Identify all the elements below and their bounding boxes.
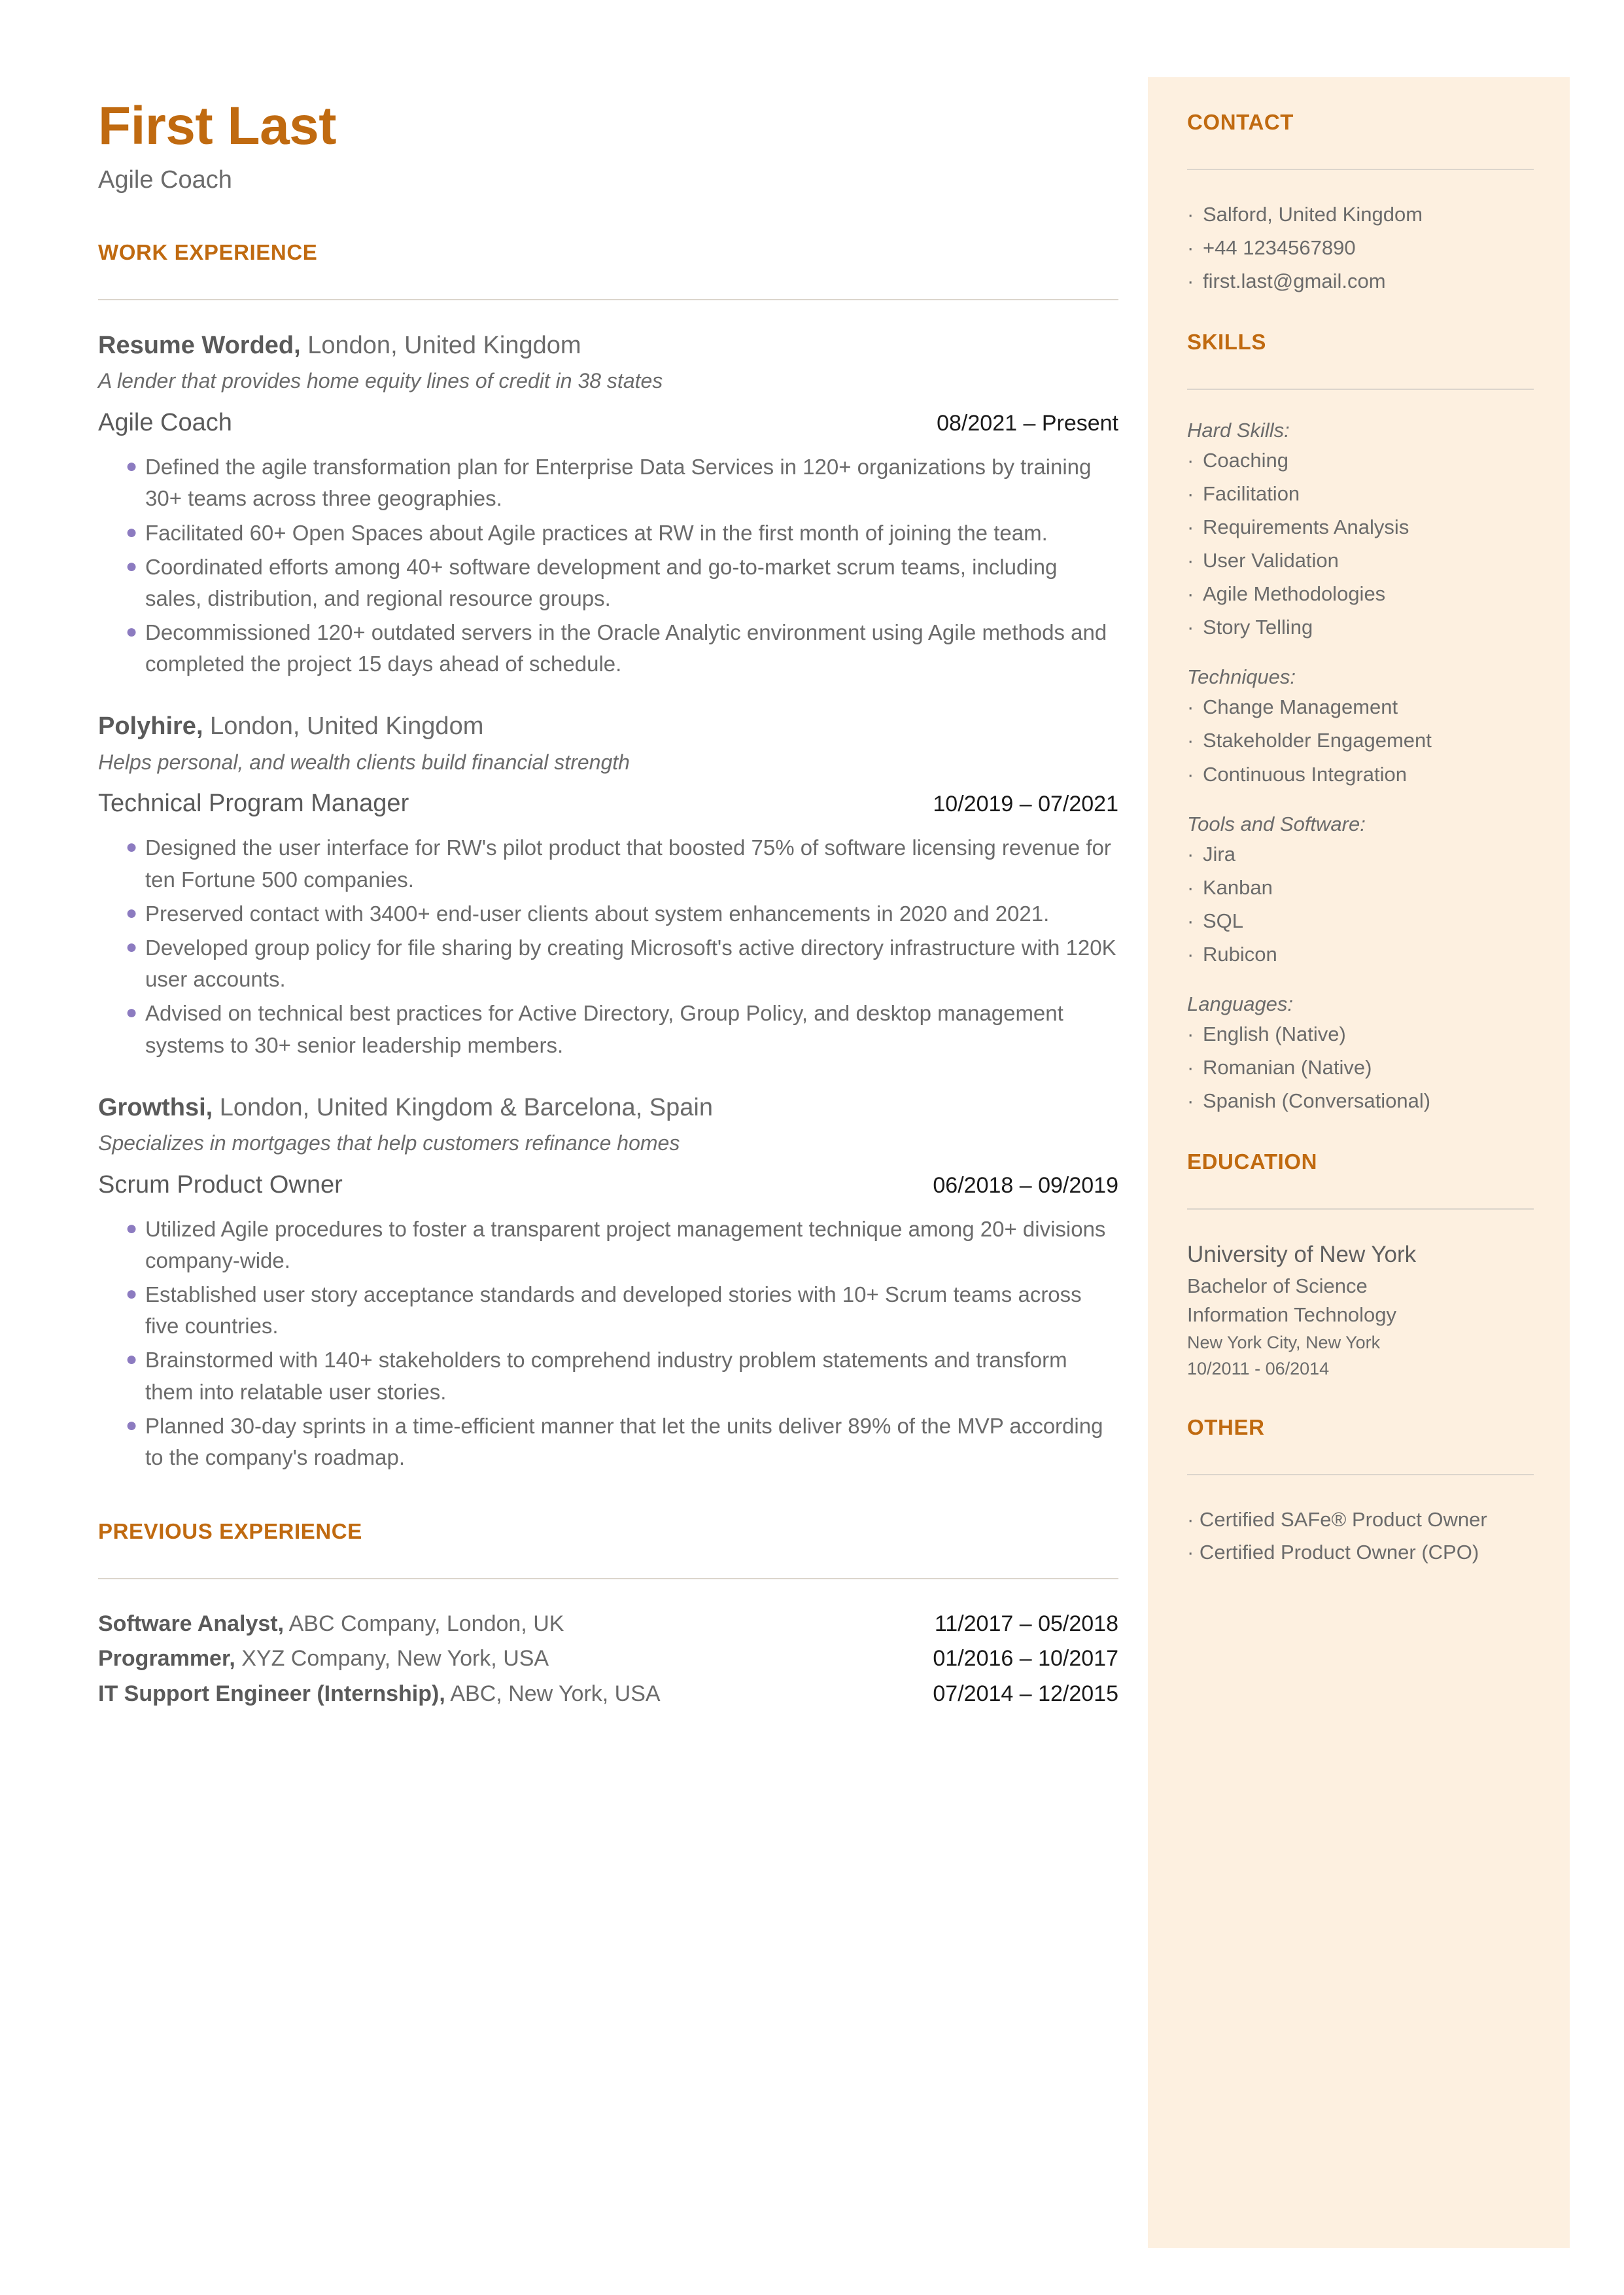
main-column: [98, 98, 1118, 1713]
job-title-row: [98, 409, 1118, 437]
skill-label: SQL: [1203, 909, 1244, 932]
list-item: [98, 1410, 1118, 1473]
bullet-dot-icon: ·: [1187, 942, 1194, 966]
bullet-dot-icon: ●: [126, 555, 138, 577]
bullet-text: Planned 30-day sprints in a time-efficient manner that let the units deliver 89% of the MVP according to the company's roadmap.: [145, 1413, 1103, 1469]
bullet-text: Advised on technical best practices for Active Directory, Group Policy, and desktop management systems to 30+ senior leadership members.: [145, 1001, 1063, 1057]
job-title: Scrum Product Owner: [98, 1170, 343, 1199]
sidebar-heading-skills: SKILLS: [1187, 330, 1266, 355]
skills-group-label: Techniques:: [1187, 665, 1296, 689]
sidebar-heading-education: EDUCATION: [1187, 1149, 1318, 1174]
bullet-dot-icon: ●: [126, 521, 138, 543]
skill-label: Rubicon: [1203, 942, 1277, 966]
bullet-dot-icon: ·: [1187, 616, 1194, 639]
bullet-dot-icon: ●: [126, 902, 138, 924]
previous-role-detail: ABC, New York, USA: [445, 1681, 661, 1706]
education-location: New York City, New York: [1187, 1332, 1381, 1352]
work-experience-entry: [98, 1091, 1118, 1473]
bullet-dot-icon: ·: [1187, 842, 1194, 866]
job-title-row: [98, 1171, 1118, 1199]
list-item: [98, 451, 1118, 514]
sidebar-divider: [1187, 169, 1534, 170]
bullet-dot-icon: ●: [126, 455, 138, 478]
sidebar-divider: [1187, 1474, 1534, 1475]
sidebar-section-contact: [1187, 110, 1534, 297]
bullet-dot-icon: ·: [1187, 909, 1194, 932]
skills-group-label: Hard Skills:: [1187, 419, 1290, 442]
skill-item: [1187, 725, 1534, 756]
bullet-dot-icon: ●: [126, 1414, 138, 1436]
other-list: [1187, 1504, 1534, 1568]
sidebar-heading-contact: CONTACT: [1187, 110, 1294, 134]
job-bullet-list: [98, 1214, 1118, 1473]
job-company: [98, 329, 1118, 362]
sidebar-section-skills: [1187, 330, 1534, 1117]
sidebar: [1148, 77, 1570, 2248]
contact-item: [1187, 232, 1534, 264]
skill-item: [1187, 1052, 1534, 1083]
bullet-dot-icon: ●: [126, 936, 138, 958]
section-heading-work-experience: WORK EXPERIENCE: [98, 240, 318, 265]
list-item: [98, 898, 1118, 930]
list-item: [98, 932, 1118, 995]
bullet-text: Developed group policy for file sharing by creating Microsoft's active directory infrastructure with 120K user accounts.: [145, 936, 1116, 992]
job-title: Technical Program Manager: [98, 790, 409, 818]
skill-label: Romanian (Native): [1203, 1055, 1372, 1079]
previous-role-title: IT Support Engineer (Internship),: [98, 1681, 445, 1706]
page-title: First Last: [98, 96, 337, 156]
sidebar-divider: [1187, 1208, 1534, 1210]
skills-list: [1187, 419, 1534, 1117]
bullet-text: Utilized Agile procedures to foster a transparent project management technique among 20+ divisions company-wide.: [145, 1216, 1106, 1272]
company-location: London, United Kingdom: [300, 332, 581, 360]
bullet-dot-icon: ·: [1187, 695, 1194, 719]
company-location: London, United Kingdom & Barcelona, Spain: [213, 1093, 713, 1121]
list-item: [98, 1344, 1118, 1407]
skill-item: [1187, 905, 1534, 937]
skill-item: [1187, 445, 1534, 476]
bullet-dot-icon: ·: [1187, 1022, 1194, 1045]
job-dates: 10/2019 – 07/2021: [933, 792, 1118, 817]
skills-group-label: Languages:: [1187, 992, 1294, 1015]
bullet-dot-icon: ·: [1187, 1055, 1194, 1079]
work-experience-entry: [98, 710, 1118, 1060]
bullet-dot-icon: ·: [1187, 236, 1194, 260]
table-row: [98, 1643, 1118, 1675]
list-item: [98, 1214, 1118, 1276]
company-location: London, United Kingdom: [203, 712, 484, 741]
bullet-dot-icon: ●: [126, 1217, 138, 1239]
bullet-text: Established user story acceptance standards and developed stories with 10+ Scrum teams across five countries.: [145, 1282, 1082, 1339]
skill-item: [1187, 478, 1534, 510]
bullet-text: Defined the agile transformation plan for Enterprise Data Services in 120+ organizations by training 30+ teams across three geographies.: [145, 455, 1092, 511]
previous-role-title: Programmer,: [98, 1646, 235, 1672]
skill-label: Continuous Integration: [1203, 762, 1407, 786]
bullet-text: Decommissioned 120+ outdated servers in the Oracle Analytic environment using Agile methods and completed the project 15 days ahead of schedule.: [145, 620, 1107, 676]
skill-item: [1187, 612, 1534, 643]
skill-label: Kanban: [1203, 875, 1273, 899]
bullet-dot-icon: ·: [1187, 729, 1194, 752]
other-item: · Certified SAFe® Product Owner: [1187, 1507, 1487, 1531]
job-bullet-list: [98, 832, 1118, 1060]
bullet-dot-icon: ·: [1187, 449, 1194, 472]
contact-value: Salford, United Kingdom: [1203, 203, 1423, 226]
list-item: [98, 517, 1118, 549]
skill-item: [1187, 939, 1534, 970]
skills-group-label: Tools and Software:: [1187, 812, 1366, 835]
skill-label: Coaching: [1203, 449, 1288, 472]
skill-item: [1187, 692, 1534, 723]
job-title: Agile Coach: [98, 409, 232, 437]
previous-role-cell: [98, 1643, 549, 1675]
list-item: [98, 998, 1118, 1060]
previous-role-detail: XYZ Company, New York, USA: [235, 1646, 549, 1672]
job-title-row: [98, 790, 1118, 818]
skill-item: [1187, 839, 1534, 870]
skill-label: User Validation: [1203, 549, 1339, 572]
contact-item: [1187, 199, 1534, 230]
section-divider: [98, 1578, 1118, 1579]
education-school: University of New York: [1187, 1241, 1417, 1267]
sidebar-divider: [1187, 389, 1534, 390]
header-subtitle: Agile Coach: [98, 166, 232, 194]
work-experience-list: [98, 329, 1118, 1473]
bullet-dot-icon: ·: [1187, 875, 1194, 899]
job-dates: 08/2021 – Present: [937, 411, 1118, 436]
previous-role-detail: ABC Company, London, UK: [284, 1611, 564, 1637]
skill-item: [1187, 512, 1534, 543]
skill-label: English (Native): [1203, 1022, 1346, 1045]
skill-label: Agile Methodologies: [1203, 582, 1386, 606]
skill-item: [1187, 578, 1534, 610]
job-company: [98, 710, 1118, 743]
skill-item: [1187, 1019, 1534, 1050]
sidebar-heading-other: OTHER: [1187, 1414, 1265, 1439]
bullet-dot-icon: ·: [1187, 516, 1194, 539]
company-description: Specializes in mortgages that help customers refinance homes: [98, 1130, 680, 1155]
previous-role-cell: [98, 1678, 661, 1710]
work-experience-entry: [98, 329, 1118, 680]
skill-label: Jira: [1203, 842, 1235, 866]
table-row: [98, 1678, 1118, 1710]
bullet-text: Brainstormed with 140+ stakeholders to comprehend industry problem statements and transform them into relatable user stories.: [145, 1348, 1067, 1404]
bullet-dot-icon: ●: [126, 1348, 138, 1371]
bullet-dot-icon: ●: [126, 621, 138, 643]
skill-label: Facilitation: [1203, 482, 1300, 506]
bullet-dot-icon: ·: [1187, 549, 1194, 572]
previous-role-dates: 11/2017 – 05/2018: [934, 1611, 1118, 1637]
list-item: [98, 552, 1118, 614]
bullet-dot-icon: ·: [1187, 203, 1194, 226]
company-name: Resume Worded,: [98, 332, 301, 360]
skill-label: Change Management: [1203, 695, 1398, 719]
skill-label: Story Telling: [1203, 616, 1313, 639]
bullet-dot-icon: ●: [126, 1002, 138, 1024]
bullet-dot-icon: ●: [126, 1283, 138, 1305]
skill-item: [1187, 1085, 1534, 1117]
bullet-text: Designed the user interface for RW's pilot product that boosted 75% of software licensing revenue for ten Fortune 500 companies.: [145, 835, 1111, 892]
company-description: A lender that provides home equity lines of credit in 38 states: [98, 369, 663, 393]
list-item: [98, 1279, 1118, 1342]
bullet-dot-icon: ·: [1187, 270, 1194, 293]
job-bullet-list: [98, 451, 1118, 680]
skill-label: Requirements Analysis: [1203, 516, 1409, 539]
company-name: Polyhire,: [98, 712, 203, 741]
previous-role-cell: [98, 1608, 564, 1640]
bullet-dot-icon: ·: [1187, 582, 1194, 606]
sidebar-section-education: [1187, 1149, 1534, 1382]
skill-item: [1187, 872, 1534, 903]
bullet-text: Coordinated efforts among 40+ software development and go-to-market scrum teams, including sales, distribution, and regional resource groups.: [145, 554, 1058, 610]
sidebar-section-other: [1187, 1415, 1534, 1568]
job-company: [98, 1091, 1118, 1125]
other-item: · Certified Product Owner (CPO): [1187, 1540, 1479, 1564]
list-item: [98, 832, 1118, 895]
skill-item: [1187, 759, 1534, 790]
company-name: Growthsi,: [98, 1093, 213, 1121]
bullet-dot-icon: ●: [126, 836, 138, 858]
previous-experience-list: [98, 1608, 1118, 1710]
section-divider: [98, 299, 1118, 300]
bullet-dot-icon: ·: [1187, 762, 1194, 786]
contact-item: [1187, 266, 1534, 297]
company-description: Helps personal, and wealth clients build financial strength: [98, 750, 630, 774]
contact-value: +44 1234567890: [1203, 236, 1356, 260]
table-row: [98, 1608, 1118, 1640]
bullet-text: Preserved contact with 3400+ end-user clients about system enhancements in 2020 and 2021.: [145, 901, 1050, 926]
contact-list: [1187, 199, 1534, 297]
list-item: [98, 617, 1118, 680]
job-dates: 06/2018 – 09/2019: [933, 1172, 1118, 1198]
bullet-dot-icon: ·: [1187, 482, 1194, 506]
skill-label: Spanish (Conversational): [1203, 1089, 1431, 1112]
previous-role-dates: 01/2016 – 10/2017: [933, 1646, 1118, 1672]
previous-role-dates: 07/2014 – 12/2015: [933, 1681, 1118, 1706]
skill-item: [1187, 545, 1534, 576]
contact-value: first.last@gmail.com: [1203, 270, 1386, 293]
section-heading-previous-experience: PREVIOUS EXPERIENCE: [98, 1519, 362, 1544]
previous-role-title: Software Analyst,: [98, 1611, 285, 1637]
skill-label: Stakeholder Engagement: [1203, 729, 1432, 752]
education-dates: 10/2011 - 06/2014: [1187, 1359, 1330, 1379]
bullet-text: Facilitated 60+ Open Spaces about Agile practices at RW in the first month of joining the team.: [145, 520, 1048, 545]
education-field: Information Technology: [1187, 1303, 1396, 1326]
education-degree: Bachelor of Science: [1187, 1274, 1368, 1297]
bullet-dot-icon: ·: [1187, 1089, 1194, 1112]
